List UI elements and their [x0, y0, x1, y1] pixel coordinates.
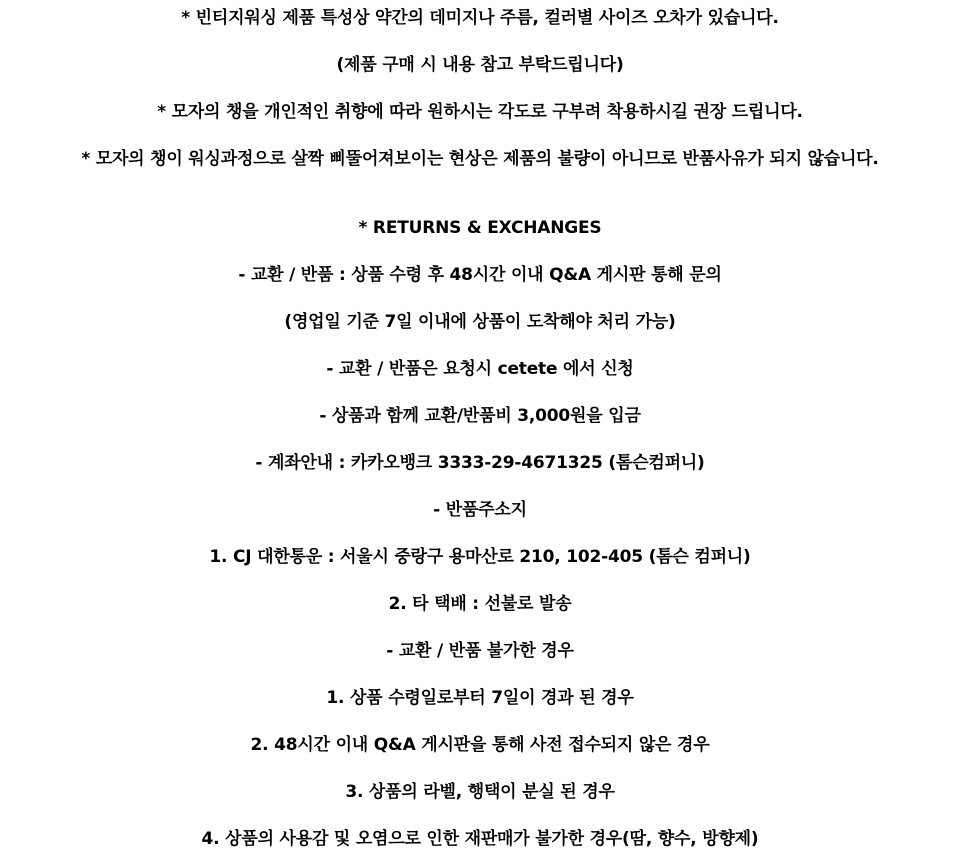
returns-line: - 상품과 함께 교환/반품비 3,000원을 입금: [319, 406, 641, 426]
returns-line: - 교환 / 반품은 요청시 cetete 에서 신청: [326, 359, 634, 379]
care-note-vintage-wash: * 빈티지워싱 제품 특성상 약간의 데미지나 주름, 컬러별 사이즈 오차가 있습니다.: [181, 8, 779, 28]
non-returnable-item: 3. 상품의 라벨, 행택이 분실 된 경우: [345, 782, 615, 802]
return-address-other: 2. 타 택배 : 선불로 발송: [388, 594, 572, 614]
return-address-heading: - 반품주소지: [433, 500, 527, 520]
care-note-brim-bending: * 모자의 챙을 개인적인 취향에 따라 원하시는 각도로 구부려 착용하시길 권장 드립니다.: [157, 102, 803, 122]
care-note-brim-defect: * 모자의 챙이 워싱과정으로 살짝 삐뚤어져보이는 현상은 제품의 불량이 아니므로 반품사유가 되지 않습니다.: [81, 149, 879, 169]
return-address-cj: 1. CJ 대한통운 : 서울시 중랑구 용마산로 210, 102-405 (톰슨 컴퍼니): [209, 547, 751, 567]
non-returnable-item: 2. 48시간 이내 Q&A 게시판을 통해 사전 접수되지 않은 경우: [250, 735, 710, 755]
bank-account-line: - 계좌안내 : 카카오뱅크 3333-29-4671325 (톰슨컴퍼니): [255, 453, 705, 473]
non-returnable-heading: - 교환 / 반품 불가한 경우: [386, 641, 574, 661]
non-returnable-item: 1. 상품 수령일로부터 7일이 경과 된 경우: [326, 688, 634, 708]
care-note-reference: (제품 구매 시 내용 참고 부탁드립니다): [336, 55, 624, 75]
returns-heading: * RETURNS & EXCHANGES: [358, 218, 602, 238]
non-returnable-item: 4. 상품의 사용감 및 오염으로 인한 재판매가 불가한 경우(땀, 향수, 방향제): [201, 829, 759, 849]
returns-line: - 교환 / 반품 : 상품 수령 후 48시간 이내 Q&A 게시판 통해 문의: [238, 265, 722, 285]
returns-line: (영업일 기준 7일 이내에 상품이 도착해야 처리 가능): [284, 312, 676, 332]
